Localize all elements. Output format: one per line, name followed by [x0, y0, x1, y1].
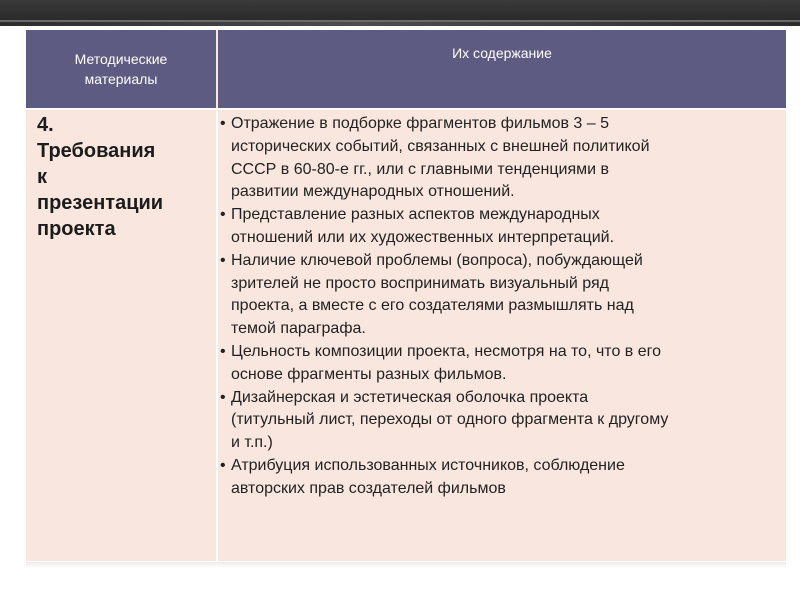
list-item-line: • Атрибуция использованных источников, соблюдение [231, 456, 625, 474]
list-item-line: зрителей не просто воспринимать визуальный ряд [231, 274, 610, 292]
top-bar-accent [0, 22, 800, 26]
list-item-line: СССР в 60-80-е гг., или с главными тенденциями в [231, 160, 610, 178]
list-item-line: проекта, а вместе с его создателями размышлять над [231, 297, 634, 315]
list-item-line: • Наличие ключевой проблемы (вопроса), побуждающей [231, 251, 643, 269]
list-item-line: темой параграфа. [231, 320, 366, 338]
list-item-line: и т.п.) [231, 434, 273, 452]
row-title-line: проекта [37, 218, 116, 240]
row-title-line: к [37, 166, 48, 188]
list-item [217, 113, 785, 204]
list-item-line: развитии международных отношений. [231, 183, 515, 201]
requirements-list [217, 113, 785, 501]
list-item [217, 204, 785, 250]
list-item-line: • Цельность композиции проекта, несмотря на то, что в его [231, 342, 662, 360]
header-cell-materials [26, 30, 216, 108]
list-item-line: • Отражение в подборке фрагментов фильмов 3 – 5 [231, 115, 609, 132]
row-number: 4. [37, 114, 54, 136]
row-divider [26, 108, 786, 110]
header-cell-content [218, 30, 786, 108]
header-materials-line: Методические [74, 51, 168, 67]
list-item-line: основе фрагменты разных фильмов. [231, 365, 507, 383]
row-title-line: Требования [37, 140, 156, 162]
list-item [217, 387, 785, 455]
header-materials-line: материалы [84, 71, 158, 87]
list-item-line: отношений или их художественных интерпретаций. [231, 228, 615, 246]
list-item-line: • Дизайнерская и эстетическая оболочка проекта [231, 388, 589, 406]
header-content-label: Их содержание [452, 45, 552, 61]
list-item-line: авторских прав создателей фильмов [231, 479, 506, 497]
row-title-cell [37, 112, 215, 242]
table-shadow [26, 562, 786, 568]
list-item-line: исторических событий, связанных с внешней политикой [231, 137, 650, 155]
list-item [217, 455, 785, 501]
row-title-line: презентации [37, 192, 164, 214]
content-table [26, 30, 786, 561]
list-item-line: (титульный лист, переходы от одного фрагмента к другому [231, 411, 669, 429]
list-item [217, 250, 785, 341]
list-item-line: • Представление разных аспектов международных [231, 206, 600, 224]
list-item [217, 341, 785, 387]
